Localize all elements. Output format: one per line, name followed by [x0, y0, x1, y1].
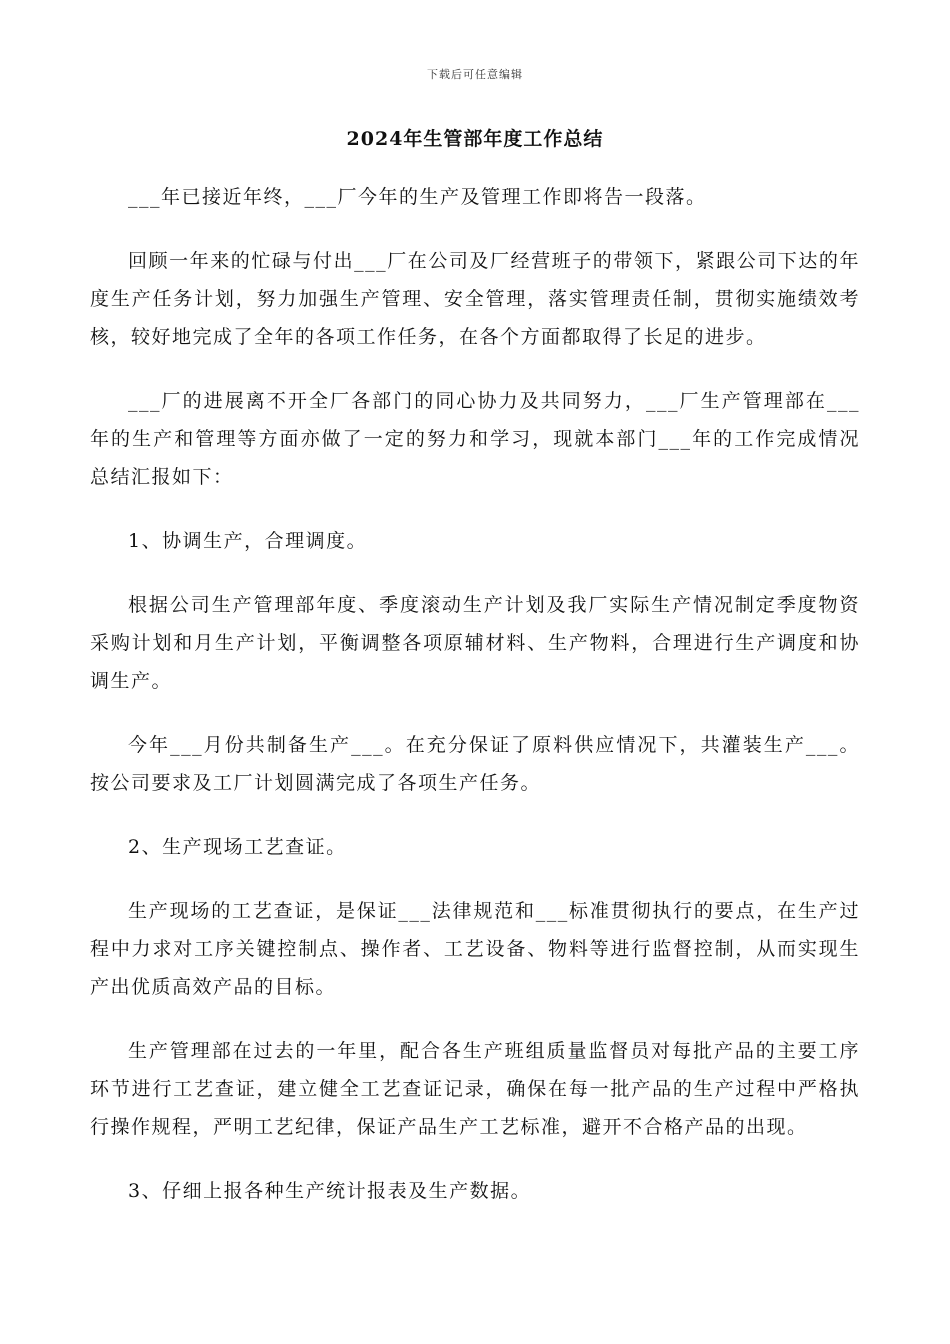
document-title: 2024年生管部年度工作总结: [346, 128, 604, 150]
section-heading: 2、生产现场工艺查证。: [128, 836, 347, 858]
paragraph: 回顾一年来的忙碌与付出___厂在公司及厂经营班子的带领下，紧跟公司下达的年度生产任务计划，努力加强生产管理、安全管理，落实管理责任制，贯彻实施绩效考核，较好地完成了全年的各项工作任务，在各个方面都取得了长足的进步。: [90, 250, 860, 348]
paragraph: 生产现场的工艺查证，是保证___法律规范和___标准贯彻执行的要点，在生产过程中力求对工序关键控制点、操作者、工艺设备、物料等进行监督控制，从而实现生产出优质高效产品的目标。: [90, 900, 860, 998]
document-body: [90, 178, 860, 1236]
paragraph: 根据公司生产管理部年度、季度滚动生产计划及我厂实际生产情况制定季度物资采购计划和月生产计划，平衡调整各项原辅材料、生产物料，合理进行生产调度和协调生产。: [90, 594, 860, 692]
paragraph: 今年___月份共制备生产___。在充分保证了原料供应情况下，共灌装生产___。按公司要求及工厂计划圆满完成了各项生产任务。: [90, 734, 860, 794]
section-heading: 1、协调生产，合理调度。: [128, 530, 368, 552]
paragraph: 生产管理部在过去的一年里，配合各生产班组质量监督员对每批产品的主要工序环节进行工艺查证，建立健全工艺查证记录，确保在每一批产品的生产过程中严格执行操作规程，严明工艺纪律，保证产品生产工艺标准，避开不合格产品的出现。: [90, 1040, 860, 1138]
paragraph: ___厂的进展离不开全厂各部门的同心协力及共同努力，___厂生产管理部在___年的生产和管理等方面亦做了一定的努力和学习，现就本部门___年的工作完成情况总结汇报如下：: [90, 390, 860, 488]
paragraph: ___年已接近年终，___厂今年的生产及管理工作即将告一段落。: [128, 186, 707, 208]
section-heading: 3、仔细上报各种生产统计报表及生产数据。: [128, 1180, 532, 1202]
header-note: 下载后可任意编辑: [427, 68, 523, 81]
